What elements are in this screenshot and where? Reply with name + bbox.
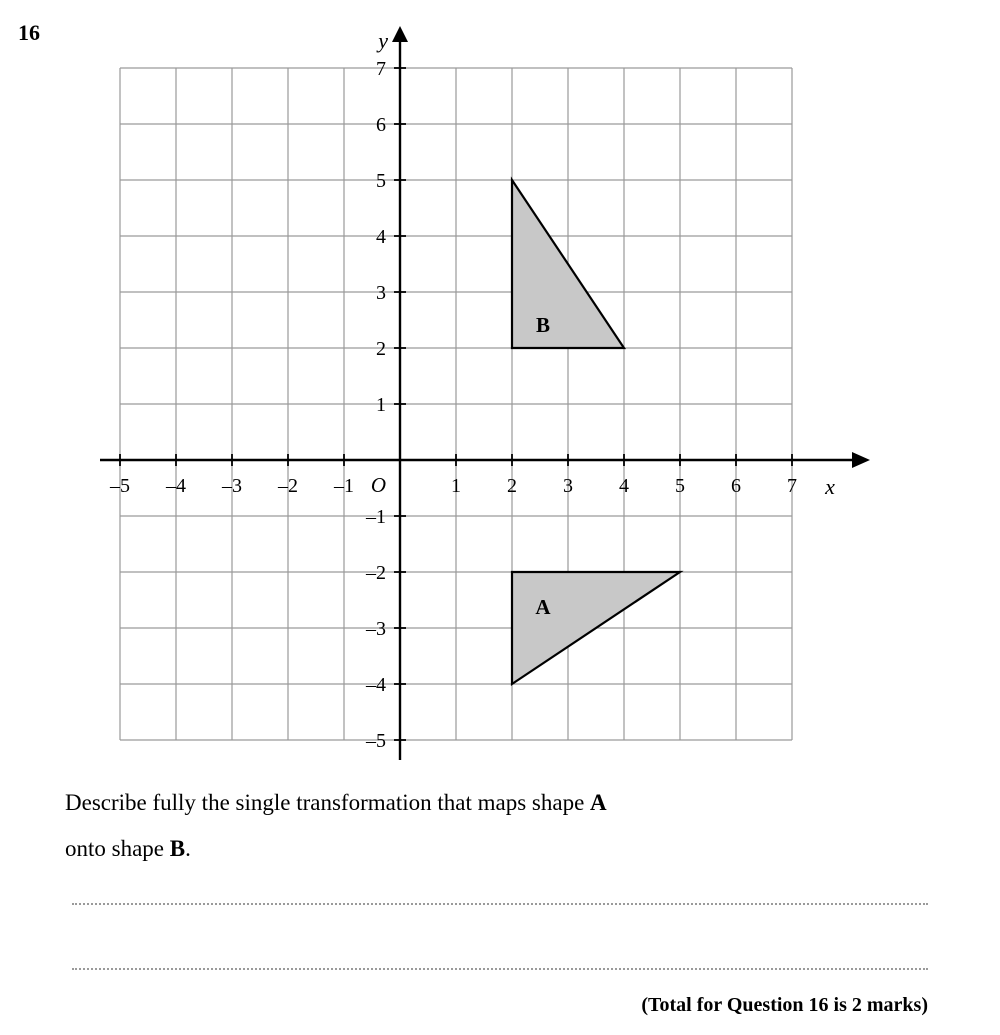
y-tick-label: 6 bbox=[376, 114, 386, 136]
y-tick-label: 5 bbox=[376, 170, 386, 192]
grid-lines bbox=[120, 68, 792, 740]
x-tick-label: 4 bbox=[619, 475, 629, 497]
y-tick-label: 4 bbox=[376, 226, 386, 248]
question-prompt-line-1 bbox=[65, 788, 607, 818]
x-tick-label: 3 bbox=[563, 475, 573, 497]
x-tick-label: –5 bbox=[110, 475, 130, 497]
question-prompt-line-2 bbox=[65, 834, 191, 864]
coordinate-grid-svg bbox=[100, 20, 880, 780]
shape-b-reference: B bbox=[169, 836, 186, 861]
x-tick-label: 1 bbox=[451, 475, 461, 497]
origin-label: O bbox=[370, 473, 386, 497]
x-tick-label: –1 bbox=[334, 475, 354, 497]
x-tick-label: 7 bbox=[787, 475, 797, 497]
y-tick-label: 2 bbox=[376, 338, 386, 360]
y-axis-arrow-icon bbox=[392, 26, 408, 42]
shape-a-reference: A bbox=[590, 790, 607, 815]
y-tick-label: –4 bbox=[366, 674, 386, 696]
x-axis-arrow-icon bbox=[852, 452, 870, 468]
x-tick-label: –2 bbox=[278, 475, 298, 497]
y-tick-label: –2 bbox=[366, 562, 386, 584]
prompt-period: . bbox=[185, 836, 191, 861]
x-axis-label: x bbox=[825, 474, 835, 499]
shape-b-label: B bbox=[535, 313, 551, 337]
y-tick-label: 1 bbox=[376, 394, 386, 416]
x-tick-label: 5 bbox=[675, 475, 685, 497]
x-tick-label: –3 bbox=[222, 475, 242, 497]
answer-line-2[interactable] bbox=[72, 968, 928, 970]
y-tick-label: 7 bbox=[376, 58, 386, 80]
y-axis-label: y bbox=[378, 28, 388, 53]
prompt-text: onto shape bbox=[65, 836, 170, 861]
y-tick-label: –3 bbox=[366, 618, 386, 640]
x-tick-label: 2 bbox=[507, 475, 517, 497]
y-tick-label: –1 bbox=[366, 506, 386, 528]
total-marks-label: (Total for Question 16 is 2 marks) bbox=[641, 994, 928, 1016]
answer-line-1[interactable] bbox=[72, 903, 928, 905]
x-tick-label: –4 bbox=[166, 475, 186, 497]
axes bbox=[100, 42, 852, 760]
coordinate-grid-figure bbox=[100, 20, 880, 780]
y-tick-label: 3 bbox=[376, 282, 386, 304]
y-tick-label: –5 bbox=[366, 730, 386, 752]
question-number: 16 bbox=[18, 20, 40, 45]
prompt-text: Describe fully the single transformation that maps shape bbox=[65, 790, 591, 815]
x-tick-label: 6 bbox=[731, 475, 741, 497]
shape-a-label: A bbox=[535, 595, 551, 619]
